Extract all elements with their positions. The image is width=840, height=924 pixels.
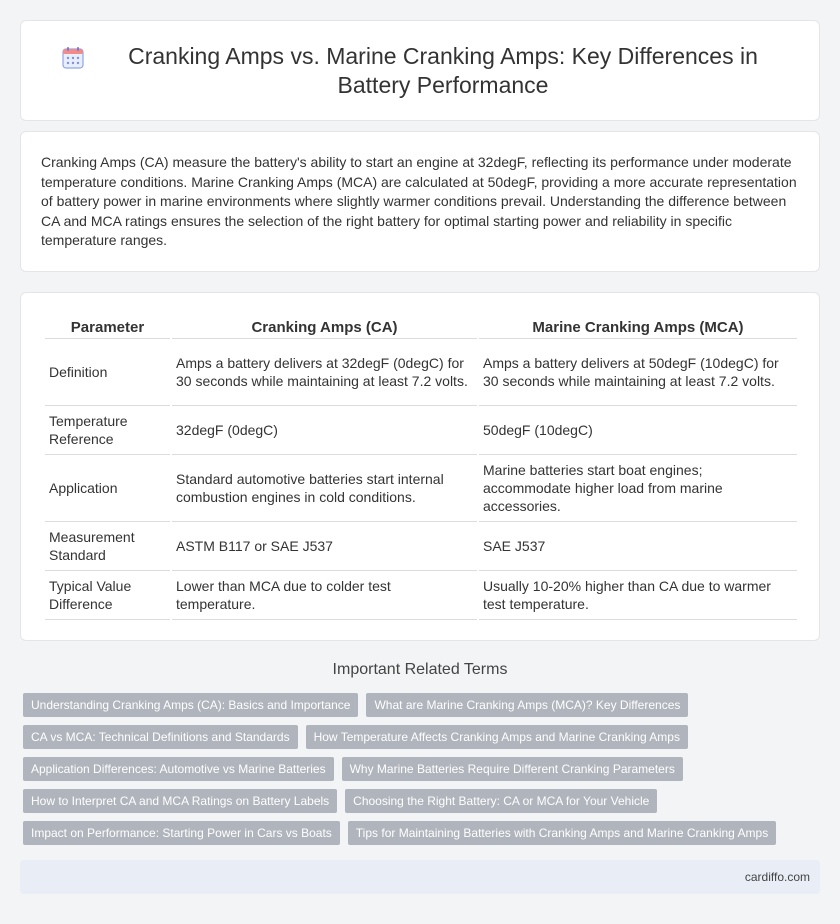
table-row xyxy=(45,406,797,455)
tag-row xyxy=(23,725,820,749)
related-terms-title: Important Related Terms xyxy=(332,661,508,678)
title-wrap xyxy=(21,42,819,100)
row-mca-value: Amps a battery delivers at 50degF (10degC) for 30 seconds while maintaining at least 7.2 volts. xyxy=(479,339,797,406)
table-row xyxy=(45,522,797,571)
related-term-tag[interactable]: Impact on Performance: Starting Power in Cars vs Boats xyxy=(23,821,340,845)
row-mca-value: SAE J537 xyxy=(479,522,797,571)
header-ca: Cranking Amps (CA) xyxy=(172,315,477,339)
row-ca-value: ASTM B117 or SAE J537 xyxy=(172,522,477,571)
header-parameter: Parameter xyxy=(45,315,170,339)
comparison-table xyxy=(43,315,799,620)
row-mca-value: 50degF (10degC) xyxy=(479,406,797,455)
page-title: Cranking Amps vs. Marine Cranking Amps: Key Differences in Battery Performance xyxy=(128,42,758,98)
footer-site-link[interactable]: cardiffo.com xyxy=(744,870,810,884)
table-row xyxy=(45,571,797,620)
calendar-icon xyxy=(61,46,85,70)
footer xyxy=(20,860,820,894)
row-parameter: Definition xyxy=(45,339,170,406)
row-parameter: Application xyxy=(45,455,170,522)
row-mca-value: Marine batteries start boat engines; accommodate higher load from marine accessories. xyxy=(479,455,797,522)
related-term-tag[interactable]: Why Marine Batteries Require Different Cranking Parameters xyxy=(342,757,683,781)
related-term-tag[interactable]: What are Marine Cranking Amps (MCA)? Key Differences xyxy=(366,693,688,717)
related-term-tag[interactable]: Tips for Maintaining Batteries with Cranking Amps and Marine Cranking Amps xyxy=(348,821,776,845)
related-term-tag[interactable]: Understanding Cranking Amps (CA): Basics and Importance xyxy=(23,693,358,717)
table-row xyxy=(45,455,797,522)
related-term-tag[interactable]: Application Differences: Automotive vs Marine Batteries xyxy=(23,757,334,781)
row-parameter: Measurement Standard xyxy=(45,522,170,571)
table-header-row xyxy=(45,315,797,339)
row-parameter: Temperature Reference xyxy=(45,406,170,455)
tag-row xyxy=(23,789,820,813)
table-row xyxy=(45,339,797,406)
tag-row xyxy=(23,693,820,717)
intro-card xyxy=(20,131,820,272)
row-ca-value: Standard automotive batteries start internal combustion engines in cold conditions. xyxy=(172,455,477,522)
tag-row xyxy=(23,821,820,845)
row-mca-value: Usually 10-20% higher than CA due to warmer test temperature. xyxy=(479,571,797,620)
comparison-table-card xyxy=(20,292,820,641)
row-ca-value: Amps a battery delivers at 32degF (0degC) for 30 seconds while maintaining at least 7.2 volts. xyxy=(172,339,477,406)
related-term-tag[interactable]: How to Interpret CA and MCA Ratings on Battery Labels xyxy=(23,789,337,813)
related-term-tag[interactable]: CA vs MCA: Technical Definitions and Standards xyxy=(23,725,298,749)
row-parameter: Typical Value Difference xyxy=(45,571,170,620)
row-ca-value: 32degF (0degC) xyxy=(172,406,477,455)
related-term-tag[interactable]: Choosing the Right Battery: CA or MCA for Your Vehicle xyxy=(345,789,657,813)
header-card xyxy=(20,20,820,121)
header-mca: Marine Cranking Amps (MCA) xyxy=(479,315,797,339)
tag-row xyxy=(23,757,820,781)
related-terms-list xyxy=(23,693,820,853)
row-ca-value: Lower than MCA due to colder test temperature. xyxy=(172,571,477,620)
related-term-tag[interactable]: How Temperature Affects Cranking Amps and Marine Cranking Amps xyxy=(306,725,688,749)
intro-text: Cranking Amps (CA) measure the battery's ability to start an engine at 32degF, reflecting its performance under moderate temperature conditions. Marine Cranking Amps (MCA) are calculated at 50degF, providing a more accurate representation of battery power in marine environments where slightly warmer conditions prevail. Understanding the difference between CA and MCA ratings ensures the selection of the right battery for optimal starting power and reliability in specific temperature ranges. xyxy=(41,154,797,249)
